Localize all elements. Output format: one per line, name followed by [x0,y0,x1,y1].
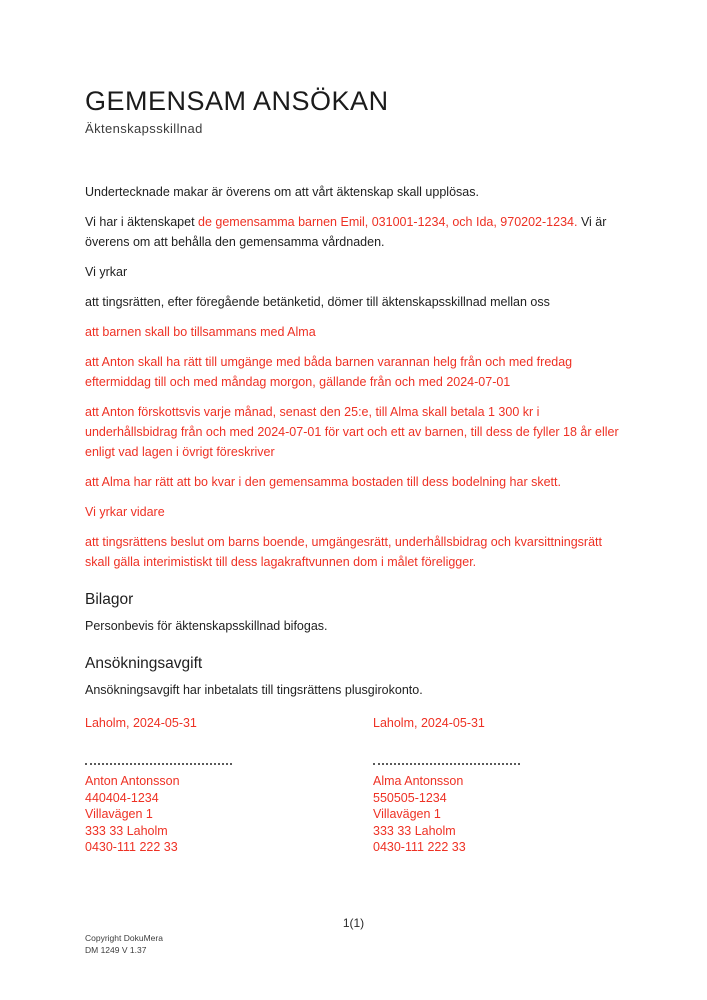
footer-copyright [85,932,163,956]
signatory-right-phone: 0430-111 222 33 [373,840,466,854]
claim-divorce: att tingsrätten, efter föregående betänketid, dömer till äktenskapsskillnad mellan oss [85,295,550,309]
signature-line-row [85,733,622,765]
paragraph-intro: Undertecknade makar är överens om att vårt äktenskap skall upplösas. [85,185,479,199]
section-heading-bilagor: Bilagor [85,591,134,608]
signatory-right [373,773,661,856]
section-text-ansokningsavgift: Ansökningsavgift har inbetalats till tingsrättens plusgirokonto. [85,683,423,697]
signature-details-row [85,765,622,856]
signatory-left-postal-city: 333 33 Laholm [85,823,168,838]
claim-child-support: att Anton förskottsvis varje månad, senast den 25:e, till Alma skall betala 1 300 kr i underhållsbidrag från och med 2024-07-01 för vart och ett av barnen, till dess de fyller 18 år eller enligt vad lagen i övrigt föreskriver [85,405,619,459]
signature-line-right [373,763,520,765]
signatory-left-personal-number: 440404-1234 [85,790,159,805]
section-heading-ansokningsavgift: Ansökningsavgift [85,655,203,672]
claim-residence: att barnen skall bo tillsammans med Alma [85,325,316,339]
claim-visitation: att Anton skall ha rätt till umgänge med båda barnen varannan helg från och med fredag eftermiddag till och med måndag morgon, gällande från och med 2024-07-01 [85,355,573,389]
signatory-left-phone: 0430-111 222 33 [85,840,178,854]
claim-interim: att tingsrättens beslut om barns boende, umgängesrätt, underhållsbidrag och kvarsittningsrätt skall gälla interimistiskt till dess lagakraftvunnen dom i målet föreligger. [85,535,602,569]
page-number: 1(1) [342,916,365,930]
signature-place-row [85,713,622,733]
paragraph-children-suffix: Vi är överens om att behålla den gemensamma vårdnaden. [85,215,607,249]
paragraph-children [85,212,622,252]
document-body [85,182,622,572]
signature-area [85,713,622,856]
signature-line-left [85,763,232,765]
signatory-right-personal-number: 550505-1234 [373,790,447,805]
document-title: GEMENSAM ANSÖKAN [85,86,389,116]
claim-home: att Alma har rätt att bo kvar i den gemensamma bostaden till dess bodelning har skett. [85,475,561,489]
copyright-text: Copyright DokuMera [85,933,163,943]
signature-place-left: Laholm, 2024-05-31 [85,716,197,730]
paragraph-vi-yrkar-vidare: Vi yrkar vidare [85,505,165,519]
signature-place-right: Laholm, 2024-05-31 [373,716,485,730]
paragraph-children-prefix: Vi har i äktenskapet [85,215,199,229]
signatory-right-postal-city: 333 33 Laholm [373,823,456,838]
signatory-left-name: Anton Antonsson [85,774,180,788]
signatory-left-address: Villavägen 1 [85,807,153,821]
paragraph-vi-yrkar: Vi yrkar [85,265,128,279]
signatory-left [85,773,373,856]
document-subtitle: Äktenskapsskillnad [85,121,203,136]
paragraph-children-names: de gemensamma barnen Emil, 031001-1234, och Ida, 970202-1234. [198,215,578,229]
signatory-right-name: Alma Antonsson [373,774,464,788]
document-id: DM 1249 V 1.37 [85,945,147,955]
signatory-right-address: Villavägen 1 [373,807,441,821]
section-text-bilagor: Personbevis för äktenskapsskillnad bifogas. [85,619,328,633]
